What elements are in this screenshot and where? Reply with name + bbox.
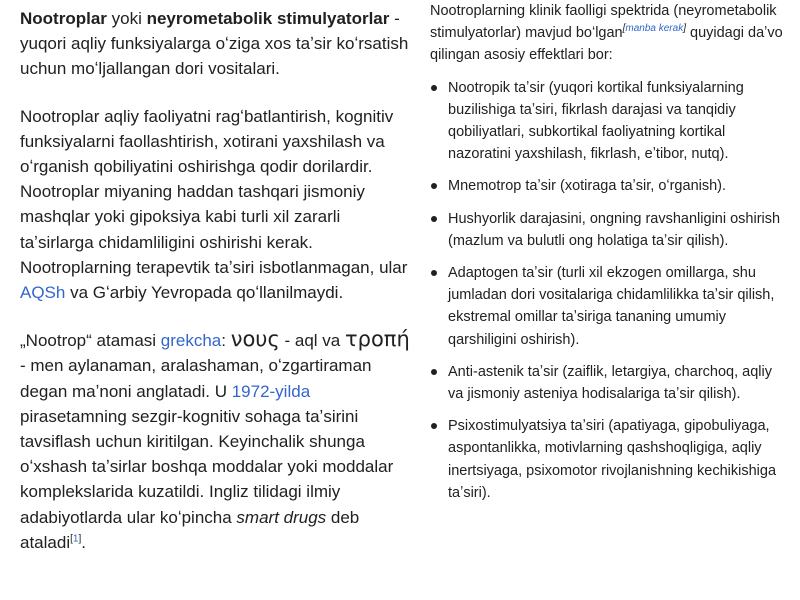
reference-1-link[interactable]: 1	[72, 533, 79, 545]
link-grekcha[interactable]: grekcha	[160, 331, 222, 351]
effects-list	[430, 77, 790, 504]
text-segment: pirasetamning sezgir-kognitiv sohaga taʼsirini tavsiflash uchun kiritilgan. Keyinchalik shunga oʻxshash taʼsirlar boshqa moddalar yoki moddalar komplekslarida kuzatildi. Ingliz tilidagi ilmiy adabiyotlarda ular koʻpincha	[20, 406, 394, 527]
citation-needed-link[interactable]: manba kerak	[625, 23, 684, 35]
bullet-icon	[431, 216, 437, 222]
ref-bracket-close: ]	[78, 533, 82, 545]
reference-1[interactable]	[70, 533, 81, 544]
text-segment: Nootroplarning klinik faolligi spektrida (neyrometabolik stimulyatorlar) mavjud boʻlgan	[430, 3, 777, 42]
link-1972-yilda[interactable]: 1972-yilda	[231, 381, 311, 401]
right-column	[430, 0, 790, 514]
list-item	[430, 208, 790, 252]
bullet-icon	[431, 85, 437, 91]
citation-needed[interactable]	[623, 23, 686, 34]
list-item	[430, 175, 790, 197]
text-segment: quyidagi daʼvo qilingan asosiy effektlari bor:	[430, 25, 783, 64]
bullet-icon	[431, 369, 437, 375]
left-column	[20, 6, 416, 555]
greek-word-trope: τροπή	[344, 327, 410, 352]
cn-bracket-close: ]	[683, 23, 686, 35]
bullet-icon	[431, 270, 437, 276]
text-segment: :	[221, 331, 231, 351]
list-item	[430, 415, 790, 504]
italic-smart-drugs: smart drugs	[236, 507, 327, 527]
greek-word-nous: νους	[230, 327, 280, 352]
list-item	[430, 77, 790, 166]
text-segment: va Gʻarbiy Yevropada qoʻllanilmaydi.	[65, 283, 344, 303]
text-segment: - yuqori aqliy funksiyalarga oʻziga xos taʼsir koʻrsatish uchun moʻljallangan dori vositalari.	[20, 9, 409, 79]
bullet-icon	[431, 183, 437, 189]
effect-text: Nootropik taʼsir (yuqori kortikal funksiyalarning buzilishiga taʼsiri, fikrlash darajasi va tanqidiy qobiliyatlari, subkortikal faoliyatning kortikal nazoratini yaxshilash, fikrlash, eʼtibor, nutq).	[448, 79, 744, 163]
text-segment: „Nootrop“ atamasi	[20, 331, 161, 351]
text-segment: Nootroplar aqliy faoliyatni ragʻbatlantirish, kognitiv funksiyalarni faollashtirish, xotirani yaxshilash va oʻrganish qobiliyatini oshirishga qodir dorilardir. Nootroplar miyaning haddan tashqari jismoniy mashqlar yoki gipoksiya kabi turli xil zararli taʼsirlarga chidamliligini oshirishi kerak. Nootroplarning terapevtik taʼsiri isbotlanmagan, ular	[20, 106, 408, 277]
text-segment: - men aylanaman, aralashaman, oʻzgartiraman degan maʼnoni anglatadi. U	[20, 356, 372, 401]
bold-term-nootroplar: Nootroplar	[20, 9, 107, 28]
effects-intro	[430, 0, 790, 67]
effect-text: Anti-astenik taʼsir (zaiflik, letargiya, charchoq, aqliy va jismoniy asteniya hodisalariga taʼsir qilish).	[448, 363, 772, 403]
bullet-icon	[431, 423, 437, 429]
lead-paragraph	[20, 6, 416, 82]
text-segment: - aql va	[279, 331, 345, 351]
list-item	[430, 361, 790, 405]
description-paragraph	[20, 104, 416, 306]
ref-bracket-open: [	[70, 533, 73, 545]
effect-text: Psixostimulyatsiya taʼsiri (apatiyaga, gipobuliyaga, aspontanlikka, motivlarning qashshoqligiga, aqliy inertsiyaga, psixomotor rivojlanishning kechikishiga taʼsiri).	[448, 418, 777, 501]
cn-bracket-open: [	[622, 23, 626, 35]
etymology-paragraph	[20, 327, 416, 555]
effect-text: Mnemotrop taʼsir (xotiraga taʼsir, oʻrganish).	[448, 178, 727, 195]
effect-text: Adaptogen taʼsir (turli xil ekzogen omillarga, shu jumladan dori vositalariga chidamlilikka taʼsir qilish, ekstremal omillar taʼsiriga tananing umumiy qarshiligini oshirish).	[448, 265, 775, 348]
text-segment: yoki	[106, 9, 147, 28]
text-segment: .	[81, 532, 86, 552]
text-segment: deb ataladi	[20, 507, 360, 552]
link-aqsh[interactable]: AQSh	[20, 283, 66, 303]
list-item	[430, 262, 790, 351]
effect-text: Hushyorlik darajasini, ongning ravshanligini oshirish (mazlum va bulutli ong holatiga taʼsir qilish).	[448, 210, 781, 249]
bold-term-neyrometabolik: neyrometabolik stimulyatorlar	[146, 9, 390, 28]
